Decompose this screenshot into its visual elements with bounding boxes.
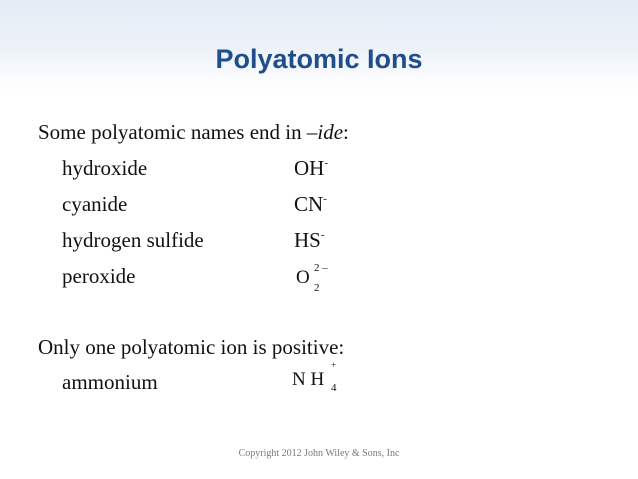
- ion-formula-cyanide: [294, 192, 327, 217]
- formula-base: CN: [294, 192, 324, 216]
- intro-ide-prefix: Some polyatomic names end in: [38, 120, 307, 144]
- ammonium-formula-base: N H: [292, 369, 325, 390]
- ion-name-peroxide: peroxide: [62, 264, 136, 288]
- copyright-footer: Copyright 2012 John Wiley & Sons, Inc: [238, 448, 400, 459]
- ion-name-hydroxide: hydroxide: [62, 156, 148, 180]
- intro-positive-line: Only one polyatomic ion is positive:: [38, 335, 345, 359]
- ammonium-formula-subscript: 4: [331, 382, 337, 394]
- ion-name-hydrogen-sulfide: hydrogen sulfide: [62, 228, 204, 252]
- formula-charge: -: [324, 157, 329, 169]
- formula-base: OH: [294, 156, 325, 180]
- peroxide-formula-subscript: 2: [314, 282, 320, 294]
- formula-charge: -: [320, 229, 325, 241]
- ion-name-ammonium: ammonium: [62, 370, 158, 394]
- peroxide-formula-charge: 2 –: [314, 262, 328, 274]
- intro-ide-suffix: :: [343, 120, 349, 144]
- slide-title: Polyatomic Ions: [215, 44, 423, 74]
- formula-base: HS: [294, 228, 321, 252]
- formula-charge: -: [323, 193, 327, 205]
- ion-name-cyanide: cyanide: [62, 192, 128, 216]
- intro-ide-emphasis: –ide: [306, 120, 344, 144]
- ion-formula-hydrogen-sulfide: [294, 228, 325, 253]
- peroxide-formula-base: O: [296, 267, 310, 288]
- ammonium-formula-charge: +: [331, 360, 337, 370]
- ion-formula-hydroxide: [294, 156, 328, 181]
- intro-ide-line: [38, 120, 349, 145]
